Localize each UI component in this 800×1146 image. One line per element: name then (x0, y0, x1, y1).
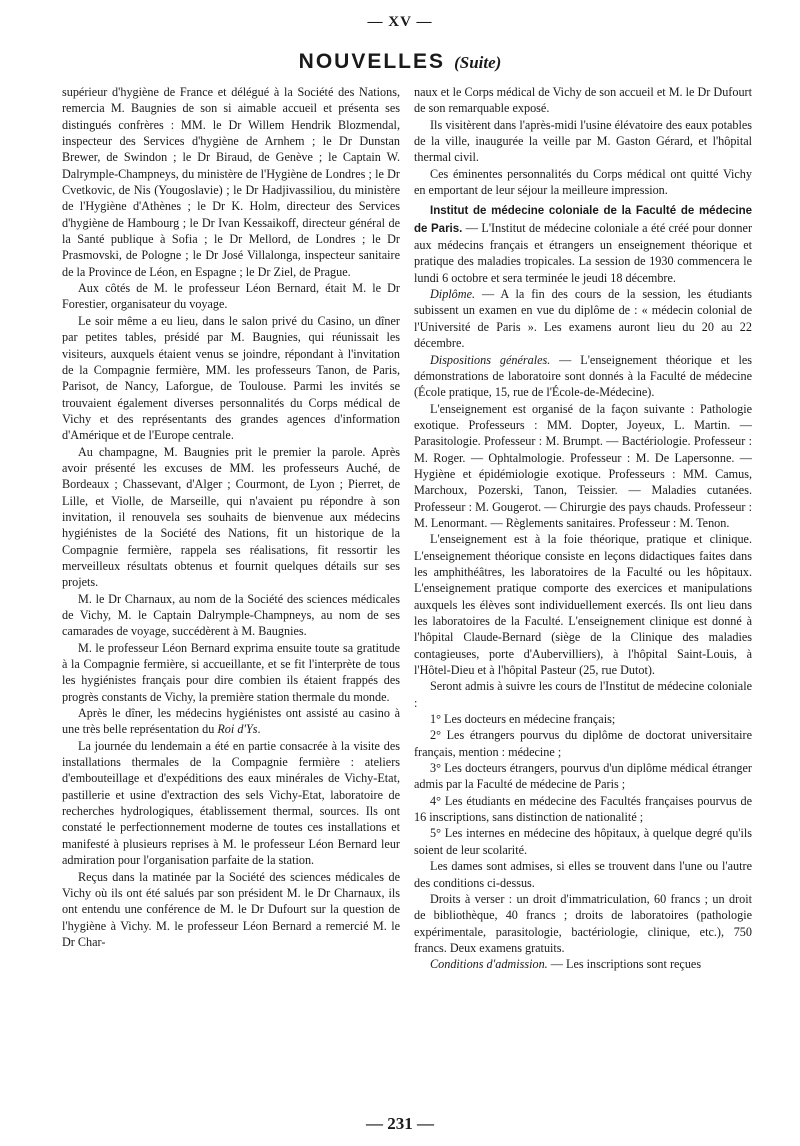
paragraph: Seront admis à suivre les cours de l'Institut de médecine coloniale : (414, 679, 752, 710)
paragraph: L'enseignement est organisé de la façon suivante : Pathologie exotique. Professeurs : MM. Dopter, Joyeux, L. Martin. — Parasitologie. Professeur : M. Brumpt. — Bactériologie. Professeur : M. Roger. — Ophtalmologie. Professeur : M. De Lapersonne. — Hygiène et épidémiologie exotique. Professeurs : MM. Camus, Marchoux, Pozerski, Tanon, Teissier. — Maladies cutanées. Professeur : M. Gougerot. — Chirurgie des pays chauds. Professeur : M. Lenormant. — Règlements sanitaires. Professeur : M. Tenon. (414, 401, 752, 530)
text: — Les inscriptions sont reçues (547, 957, 702, 972)
section-heading: Institut de médecine coloniale de la Faculté de médecine de Paris. (414, 205, 752, 235)
section-header (0, 50, 800, 74)
right-column (414, 84, 752, 973)
play-title: Roi d'Ys (217, 722, 258, 737)
page-number-top: — XV — (367, 14, 433, 30)
paragraph (414, 202, 752, 286)
section-title: NOUVELLES (298, 50, 446, 73)
list-item: 1° Les docteurs en médecine français; (430, 712, 616, 727)
text: — L'enseignement théorique et les démonstrations de laboratoire sont donnés à la Faculté de médecine (École pratique, 15, rue de l'École-de-Médecine). (414, 352, 752, 400)
list-item: 4° Les étudiants en médecine des Facultés françaises pourvus de 16 inscriptions, sans distinction de nationalité ; (414, 793, 752, 825)
paragraph: supérieur d'hygiène de France et délégué à la Société des Nations, remercia M. Baugnies de son si aimable accueil et présenta ses distingués confrères : MM. le Dr Willem Hendrik Blozmendal, inspecteur des Services d'hygiène de Arnhem ; le Dr Dunstan Brewer, de Swindon ; le Dr Biraud, de Genève ; le Captain W. Dalrymple-Champneys, du ministère de l'Hygiène de Londres ; le Dr Cvetkovic, de Nis (Yougoslavie) ; le Dr Hadjivassiliou, du ministère de l'Hygiène d'Athènes ; le Dr K. Holm, directeur des Services d'hygiène de Hambourg ; le Dr Ivan Kessaikoff, directeur général de la Santé publique à Sofia ; le Dr Mellord, de Londres ; le Dr Prasmovski, de Pologne ; le Dr José Villalonga, inspecteur sanitaire de la Province de Léon, en Espagne ; le Dr Ziel, de Prague. (62, 85, 400, 279)
paragraph: Droits à verser : un droit d'immatriculation, 60 francs ; un droit de bibliothèque, 40 francs ; droits de laboratoires (pathologie expérimentale, parasitologie, bactériologie, clinique, etc.), 750 francs. Deux examens gratuits. (414, 891, 752, 955)
text: — A la fin des cours de la session, les étudiants subissent un examen en vue du diplôme de : « médecin colonial de l'Université de Paris ». Les examens auront lieu du 20 au 22 décembre. (414, 287, 752, 351)
paragraph: La journée du lendemain a été en partie consacrée à la visite des installations thermales de la Compagnie fermière : ateliers d'embouteillage et d'expéditions des eaux minérales de Vichy-Etat, pastillerie et usine d'extraction des sels Vichy-Etat, laboratoire de recherches hydrologiques, établissement thermal, sources. Ils ont constaté le perfectionnement moderne de toutes ces installations et manifesté à plusieurs reprises à M. le professeur Léon Bernard leur admiration pour l'organisation parfaite de la station. (62, 738, 400, 868)
paragraph (62, 705, 400, 738)
subheading: Conditions d'admission. (430, 957, 548, 972)
paragraph: Le soir même a eu lieu, dans le salon privé du Casino, un dîner par petites tables, présidé par M. Baugnies, qui réunissait les visiteurs, auxquels étaient venus se joindre, répondant à l'invitation de la Compagnie fermière, MM. les professeurs Tanon, de Paris, Parisot, de Nancy, Laforgue, de Toulouse. Parmi les invités se trouvaient également diverses personnalités du Corps médical de Vichy et des représentants des grandes agences d'information d'Amérique et de l'Europe centrale. (62, 313, 400, 443)
paragraph: Les dames sont admises, si elles se trouvent dans l'une ou l'autre des conditions ci-dessus. (414, 859, 752, 890)
subheading: Dispositions générales. (430, 352, 551, 367)
paragraph: Aux côtés de M. le professeur Léon Bernard, était M. le Dr Forestier, organisateur du voyage. (62, 281, 400, 312)
paragraph: Au champagne, M. Baugnies prit le premier la parole. Après avoir présenté les excuses de MM. les professeurs Auché, de Bordeaux ; Chassevant, d'Alger ; Courmont, de Lyon ; Pierret, de Lille, et Violle, de Marseille, qui n'avaient pu répondre à son invitation, il renouvela ses souhaits de bienvenue aux médecins hygiénistes de la Société des Nations, fit un historique de la Compagnie fermière, rappela ses réalisations, fit ressortir les merveilleux résultats obtenus et fournit quelques détails sur ses projets. (62, 444, 400, 590)
paragraph: Ces éminentes personnalités du Corps médical ont quitté Vichy en emportant de leur séjour la meilleure impression. (414, 166, 752, 198)
text: . (257, 722, 261, 737)
paragraph: L'enseignement est à la foie théorique, pratique et clinique. L'enseignement théorique consiste en leçons didactiques faites dans les amphithéâtres, les laboratoires de la Faculté ou les hôpitaux. L'enseignement pratique comporte des exercices et manipulations auxquels les élèves sont individuellement exercés. Ils ont lieu dans les laboratoires de la Faculté. L'enseignement clinique est donné à l'hôpital Claude-Bernard (siège de la Clinique des maladies contagieuses, porte d'Aubervilliers), à l'hôpital Saint-Louis, à l'Hôtel-Dieu et à l'hôpital Pasteur (25, rue Dutot). (414, 532, 752, 678)
paragraph (414, 352, 752, 401)
paragraph (414, 286, 752, 351)
paragraph: Ils visitèrent dans l'après-midi l'usine élévatoire des eaux potables de la ville, inaugurée la veille par M. Gaston Gérard, et l'hôpital thermal civil. (414, 117, 752, 165)
paragraph: M. le professeur Léon Bernard exprima ensuite toute sa gratitude à la Compagnie fermière, si accueillante, et se fit l'interprète de tous les hygiénistes français pour dire combien ils étaient frappés des progrès constants de Vichy, la première station thermale du monde. (62, 640, 400, 704)
page-number-bottom: — 231 — (366, 1114, 434, 1133)
left-column (62, 84, 400, 950)
subheading: Diplôme. (430, 287, 476, 302)
text: Après le dîner, les médecins hygiénistes ont assisté au casino à une très belle représentation du (62, 706, 400, 737)
paragraph: Reçus dans la matinée par la Société des sciences médicales de Vichy où ils ont été salués par son président M. le Dr Charnaux, ils ont entendu une conférence de M. le Dr Dufourt sur la question de l'hygiène à Vichy. M. le professeur Léon Bernard a remercié M. le Dr Char- (62, 869, 400, 949)
paragraph: naux et le Corps médical de Vichy de son accueil et M. le Dr Dufourt de son remarquable exposé. (414, 85, 752, 116)
list-item: 2° Les étrangers pourvus du diplôme de doctorat universitaire français, mention : médecine ; (414, 728, 752, 759)
paragraph (414, 956, 752, 972)
text: — L'Institut de médecine coloniale a été créé pour donner aux médecins français et étrangers un enseignement théorique et pratique des maladies tropicales. La session de 1930 commencera le lundi 6 octobre et sera terminée le jeudi 18 décembre. (414, 220, 752, 285)
list-item: 3° Les docteurs étrangers, pourvus d'un diplôme médical étranger admis par la Faculté de médecine de Paris ; (414, 761, 752, 792)
list-item: 5° Les internes en médecine des hôpitaux, à quelque degré qu'ils soient de leur scolarité. (414, 826, 752, 857)
section-subtitle: (Suite) (454, 53, 502, 72)
paragraph: M. le Dr Charnaux, au nom de la Société des sciences médicales de Vichy, M. le Captain Dalrymple-Champneys, au nom de ses camarades de voyage, succédèrent à M. Baugnies. (62, 591, 400, 639)
